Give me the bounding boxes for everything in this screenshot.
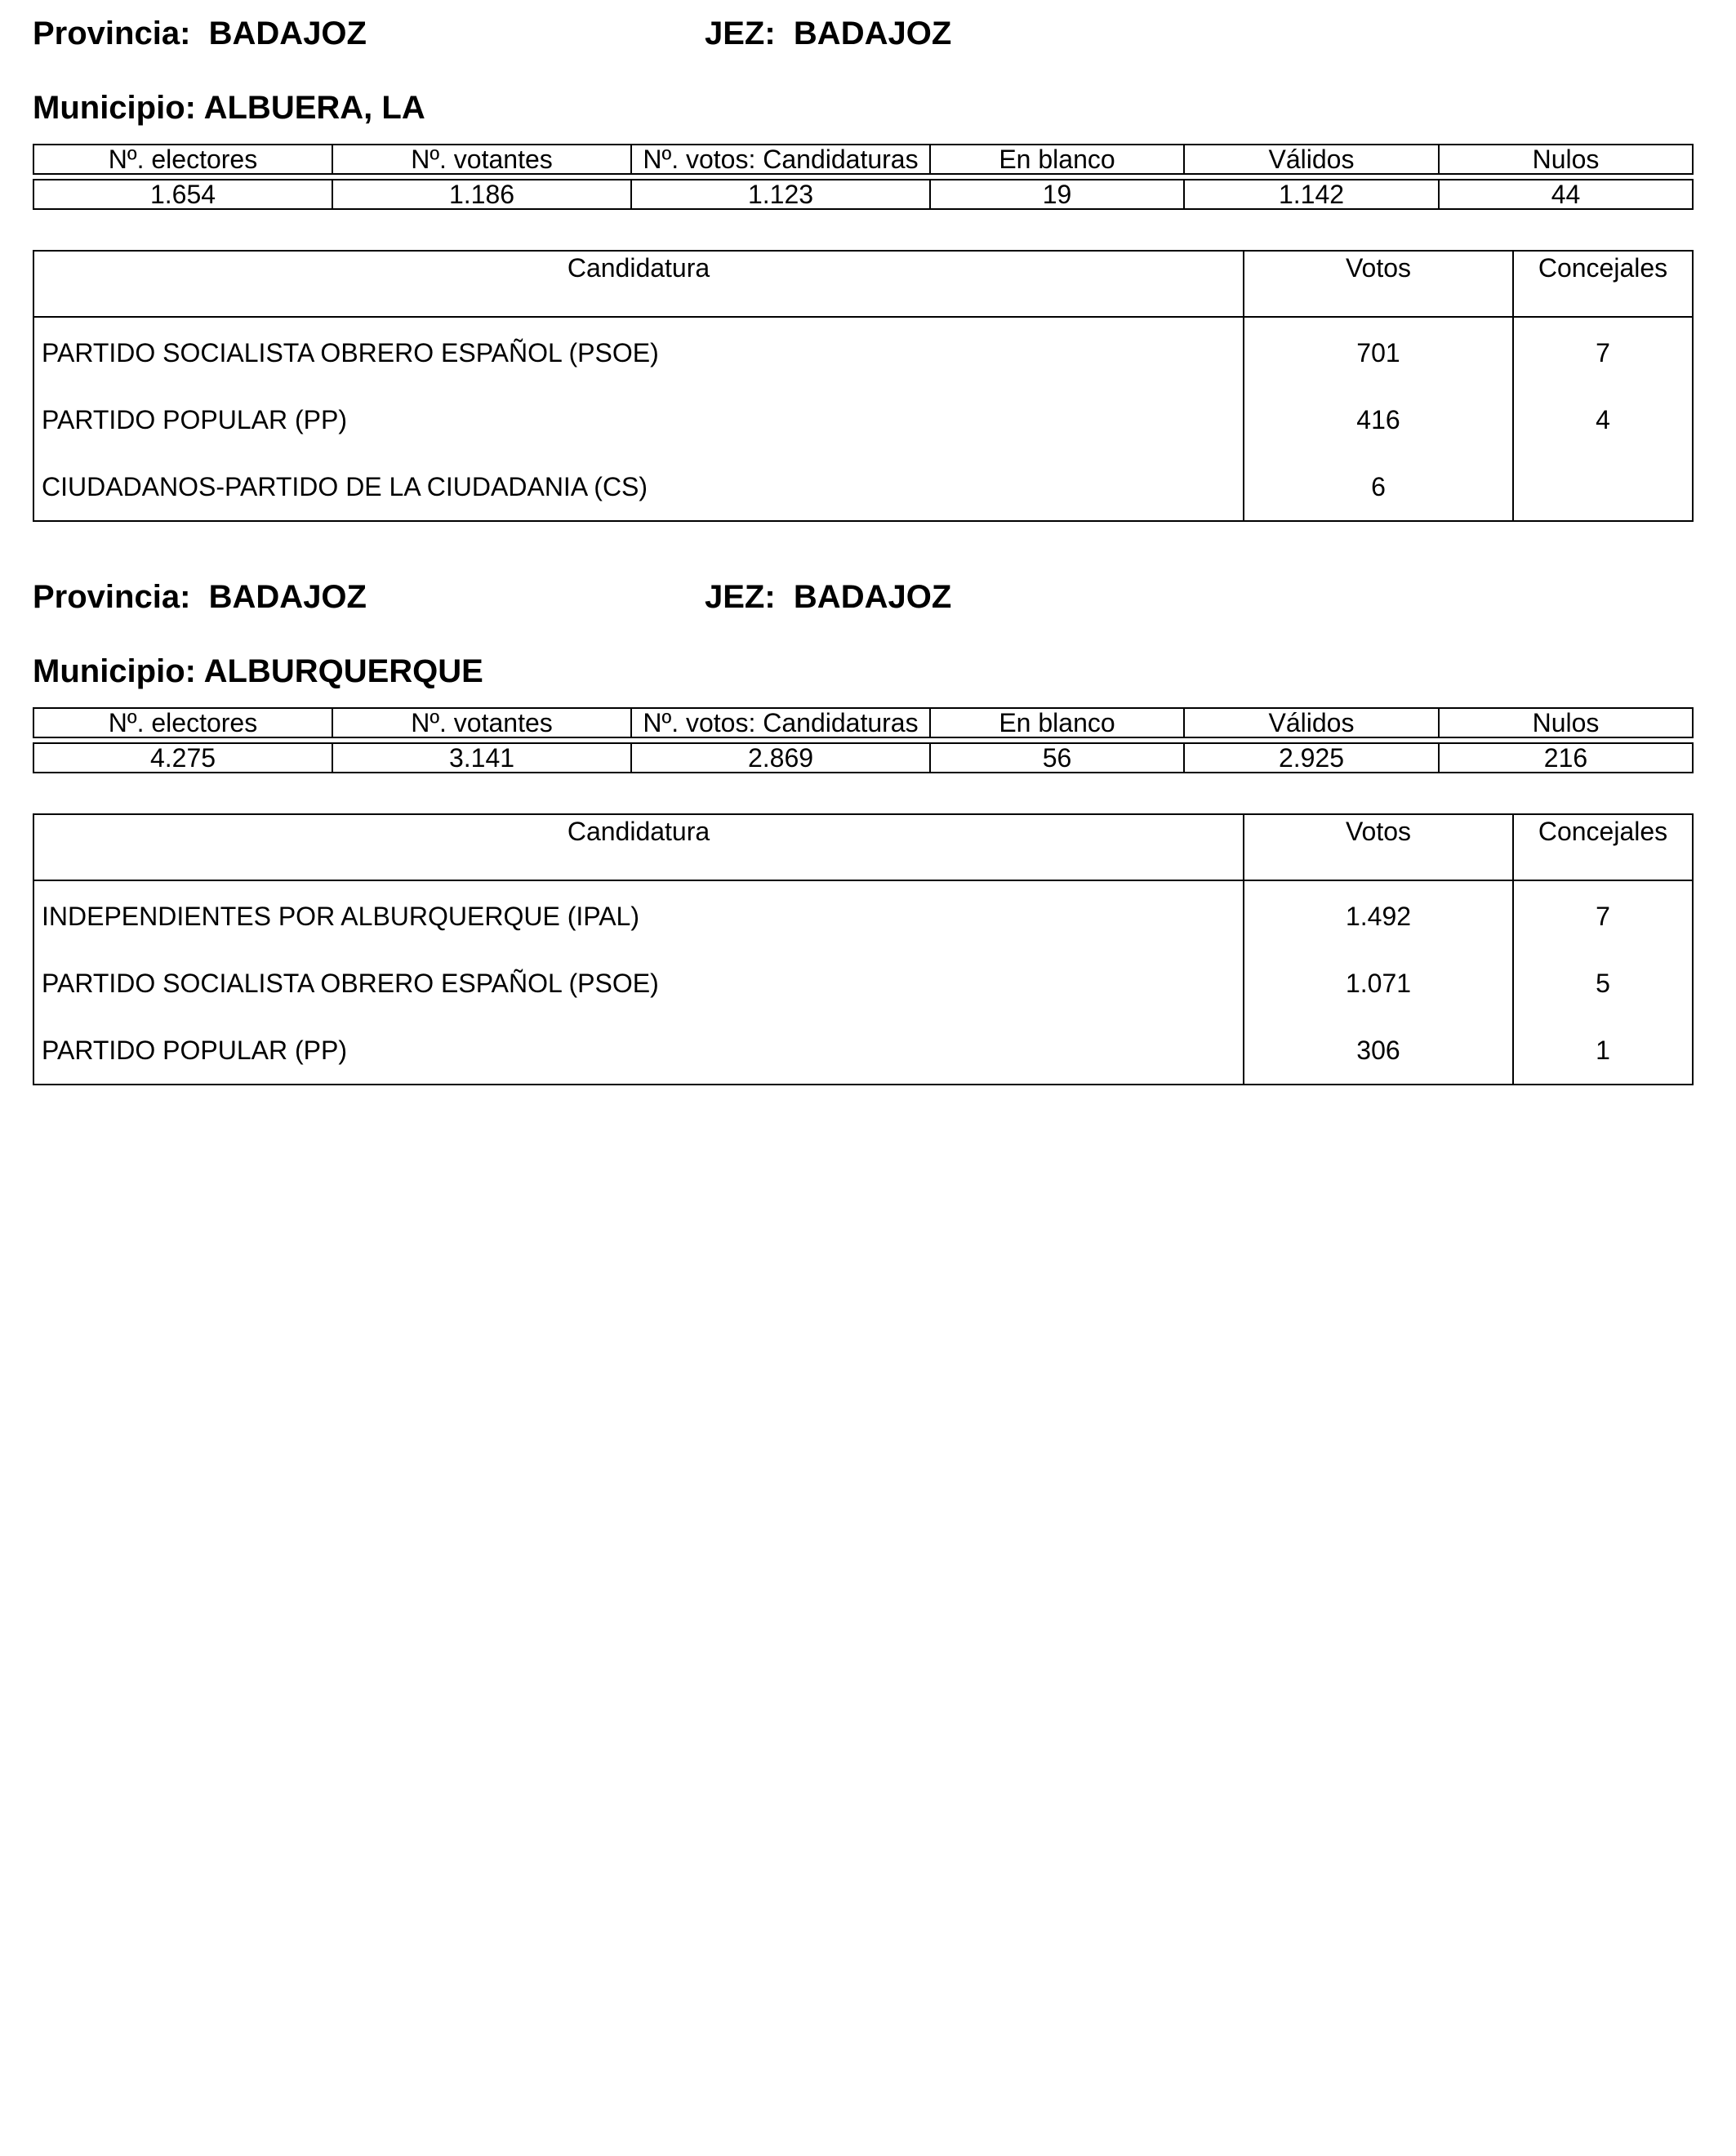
table-row [33, 453, 1693, 521]
candidatura-name: PARTIDO SOCIALISTA OBRERO ESPAÑOL (PSOE) [33, 950, 1244, 1017]
stat-label-votantes: Nº. votantes [332, 145, 631, 174]
stat-value-validos: 2.925 [1184, 743, 1439, 773]
stat-value-nulos: 44 [1439, 180, 1693, 209]
votos-value: 416 [1244, 386, 1513, 453]
table-row [33, 880, 1693, 950]
table-row [33, 386, 1693, 453]
header-concejales: Concejales [1513, 814, 1693, 880]
stat-label-nulos: Nulos [1439, 145, 1693, 174]
stat-label-votantes: Nº. votantes [332, 708, 631, 737]
candidatura-name: INDEPENDIENTES POR ALBURQUERQUE (IPAL) [33, 880, 1244, 950]
header-concejales: Concejales [1513, 251, 1693, 317]
stat-value-validos: 1.142 [1184, 180, 1439, 209]
concejales-value: 4 [1513, 386, 1693, 453]
jez-heading: JEZ: BADAJOZ [705, 579, 952, 615]
municipio-block-2 [33, 564, 1692, 1135]
stats-table [33, 707, 1694, 773]
stat-value-votos-candidaturas: 2.869 [631, 743, 930, 773]
stat-label-votos-candidaturas: Nº. votos: Candidaturas [631, 708, 930, 737]
concejales-value: 1 [1513, 1017, 1693, 1085]
stat-value-nulos: 216 [1439, 743, 1693, 773]
votos-value: 306 [1244, 1017, 1513, 1085]
candidatura-name: PARTIDO POPULAR (PP) [33, 1017, 1244, 1085]
stat-label-electores: Nº. electores [33, 708, 332, 737]
concejales-value: 7 [1513, 317, 1693, 386]
votos-value: 1.492 [1244, 880, 1513, 950]
stat-value-electores: 1.654 [33, 180, 332, 209]
provincia-heading: Provincia: BADAJOZ [33, 16, 367, 51]
candidatura-name: CIUDADANOS-PARTIDO DE LA CIUDADANIA (CS) [33, 453, 1244, 521]
stat-label-nulos: Nulos [1439, 708, 1693, 737]
concejales-value [1513, 453, 1693, 521]
stat-value-votantes: 3.141 [332, 743, 631, 773]
jez-heading: JEZ: BADAJOZ [705, 16, 952, 51]
stat-label-votos-candidaturas: Nº. votos: Candidaturas [631, 145, 930, 174]
header-candidatura: Candidatura [33, 251, 1244, 317]
concejales-value: 7 [1513, 880, 1693, 950]
votos-value: 701 [1244, 317, 1513, 386]
candidaturas-table [33, 813, 1694, 1085]
stat-value-electores: 4.275 [33, 743, 332, 773]
stat-label-en-blanco: En blanco [930, 708, 1184, 737]
table-row [33, 1017, 1693, 1085]
stat-label-validos: Válidos [1184, 145, 1439, 174]
table-row [33, 950, 1693, 1017]
votos-value: 1.071 [1244, 950, 1513, 1017]
concejales-value: 5 [1513, 950, 1693, 1017]
stat-value-votos-candidaturas: 1.123 [631, 180, 930, 209]
candidaturas-table [33, 250, 1694, 522]
stat-value-en-blanco: 19 [930, 180, 1184, 209]
municipio-block-1 [33, 0, 1692, 564]
stat-value-en-blanco: 56 [930, 743, 1184, 773]
header-votos: Votos [1244, 814, 1513, 880]
candidatura-name: PARTIDO SOCIALISTA OBRERO ESPAÑOL (PSOE) [33, 317, 1244, 386]
municipio-heading: Municipio: ALBUERA, LA [33, 90, 425, 126]
votos-value: 6 [1244, 453, 1513, 521]
provincia-heading: Provincia: BADAJOZ [33, 579, 367, 615]
header-candidatura: Candidatura [33, 814, 1244, 880]
header-votos: Votos [1244, 251, 1513, 317]
stat-label-validos: Válidos [1184, 708, 1439, 737]
stat-label-en-blanco: En blanco [930, 145, 1184, 174]
table-row [33, 317, 1693, 386]
stats-table [33, 144, 1694, 210]
stat-value-votantes: 1.186 [332, 180, 631, 209]
stat-label-electores: Nº. electores [33, 145, 332, 174]
municipio-heading: Municipio: ALBURQUERQUE [33, 653, 483, 689]
candidatura-name: PARTIDO POPULAR (PP) [33, 386, 1244, 453]
